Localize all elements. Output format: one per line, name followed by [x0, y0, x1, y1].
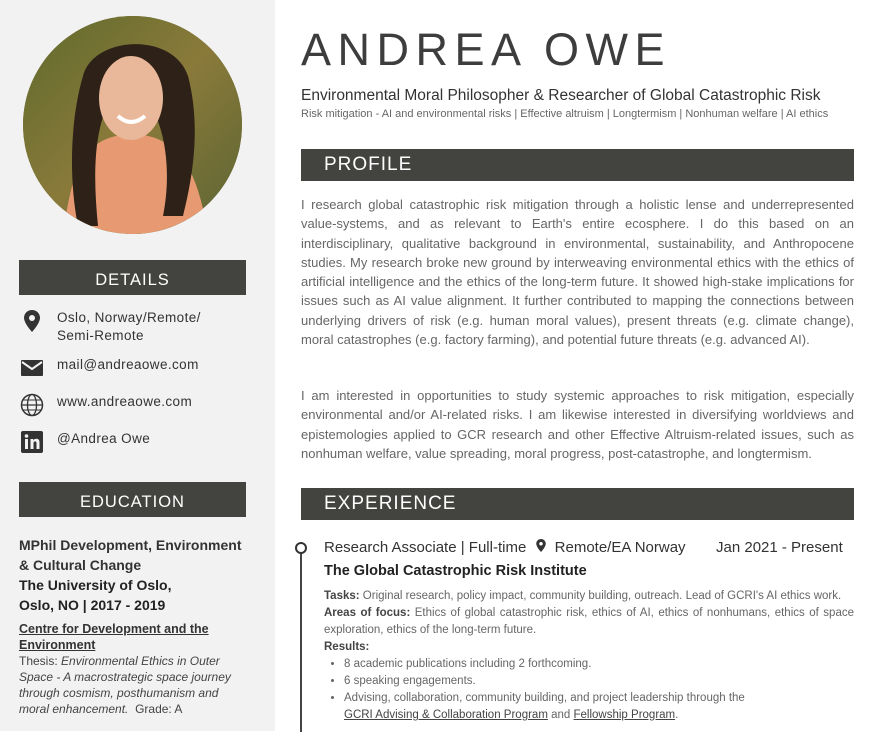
- email-row[interactable]: [19, 356, 199, 380]
- degree-title: MPhil Development, Environment & Cultural Change: [19, 537, 242, 573]
- job-location: Remote/EA Norway: [554, 539, 686, 556]
- list-item-text: Advising, collaboration, community building, and project leadership through the: [344, 692, 745, 704]
- linkedin-icon: [19, 430, 45, 454]
- education-heading: [19, 482, 246, 517]
- person-headline: Environmental Moral Philosopher & Researcher of Global Catastrophic Risk: [301, 87, 821, 104]
- advising-program-link[interactable]: GCRI Advising & Collaboration Program: [344, 709, 548, 721]
- timeline-line: [300, 552, 302, 732]
- linkedin-link[interactable]: @Andrea Owe: [57, 431, 151, 446]
- focus-text: Ethics of global catastrophic risk, ethics of AI, ethics of nonhumans, ethics of space exploration, ethics of the long-term future.: [324, 607, 854, 636]
- university-name: The University of Oslo, Oslo, NO | 2017 - 2019: [19, 577, 172, 613]
- email-link[interactable]: mail@andreaowe.com: [57, 357, 199, 372]
- thesis-description: [19, 653, 249, 717]
- results-list: [324, 656, 854, 724]
- list-item: [344, 690, 854, 724]
- education-heading-text: EDUCATION: [80, 493, 185, 511]
- profile-paragraph-1: I research global catastrophic risk mitigation through a holistic lense and underrepresented value-systems, and as relevant to Earth's entire ecosphere. I do this based on an interdisciplinary, qualitative background in environmental, sustainability, and Anthropocene studies. My research broke new ground by interweaving environmental ethics with the ethics of artificial intelligence and the ethics of the long-term future. It showed high-stake implications for issues such as AI value alignment. It further contributed to mapping the connections between underlying drivers of risk (e.g. human moral values), present threats (e.g. climate change), moral catastrophes (e.g. factory farming), and potential future threats (e.g. advanced AI).: [301, 197, 854, 348]
- job-role: Research Associate | Full-time: [324, 539, 527, 556]
- tasks-label: Tasks:: [324, 590, 360, 602]
- results-label-text: Results:: [324, 641, 370, 653]
- and-text: and: [551, 709, 571, 721]
- job-details: [324, 588, 854, 724]
- details-heading-text: DETAILS: [95, 271, 170, 289]
- focus-line: [324, 605, 854, 639]
- details-heading: [19, 260, 246, 295]
- profile-photo: [23, 16, 242, 234]
- profile-heading: [301, 149, 854, 181]
- fellowship-program-link[interactable]: Fellowship Program: [573, 709, 676, 721]
- website-link[interactable]: www.andreaowe.com: [57, 394, 193, 409]
- organization-name: The Global Catastrophic Risk Institute: [324, 563, 587, 579]
- person-name: ANDREA OWE: [301, 24, 672, 75]
- job-dates: Jan 2021 - Present: [716, 539, 843, 556]
- results-label: [324, 639, 854, 656]
- centre-link[interactable]: Centre for Development and the Environment: [19, 622, 209, 652]
- person-tags: Risk mitigation - AI and environmental risks | Effective altruism | Longtermism | Nonhuman welfare | AI ethics: [301, 108, 829, 120]
- grade-text: Grade: A: [135, 702, 183, 716]
- list-item: • 6 speaking engagements.: [344, 673, 854, 690]
- location-pin-icon: [536, 539, 546, 552]
- location-row: [19, 309, 222, 345]
- experience-heading-text: EXPERIENCE: [324, 493, 457, 514]
- thesis-title: Environmental Ethics in Outer Space - A macrostrategic space journey through cosmism, posthumanism and moral enhancement.: [19, 654, 231, 716]
- globe-icon: [19, 393, 45, 417]
- education-entry: [19, 535, 249, 717]
- linkedin-row[interactable]: [19, 430, 150, 454]
- website-row[interactable]: [19, 393, 192, 417]
- location-pin-icon: [19, 309, 45, 333]
- location-text: Oslo, Norway/Remote/ Semi-Remote: [57, 310, 201, 343]
- profile-paragraph-2: I am interested in opportunities to study systemic approaches to risk mitigation, especially environmental and/or AI-related risks. I am likewise interested in diversifying worldviews and epistemologies applied to GCR research and other Effective Altruism-related issues, such as nonhuman welfare, value spreading, moral progress, post-catastrophe, and longtermism.: [301, 388, 854, 461]
- timeline-dot: [295, 542, 307, 554]
- job-title: [324, 539, 686, 556]
- focus-label: Areas of focus:: [324, 607, 411, 619]
- experience-heading: [301, 488, 854, 520]
- mail-icon: [19, 356, 45, 380]
- period-text: .: [675, 709, 679, 721]
- tasks-text: Original research, policy impact, community building, outreach. Lead of GCRI's AI ethics work.: [362, 590, 842, 602]
- tasks-line: [324, 588, 854, 605]
- thesis-label: Thesis:: [19, 654, 58, 668]
- profile-heading-text: PROFILE: [324, 154, 413, 175]
- list-item: • 8 academic publications including 2 forthcoming.: [344, 656, 854, 673]
